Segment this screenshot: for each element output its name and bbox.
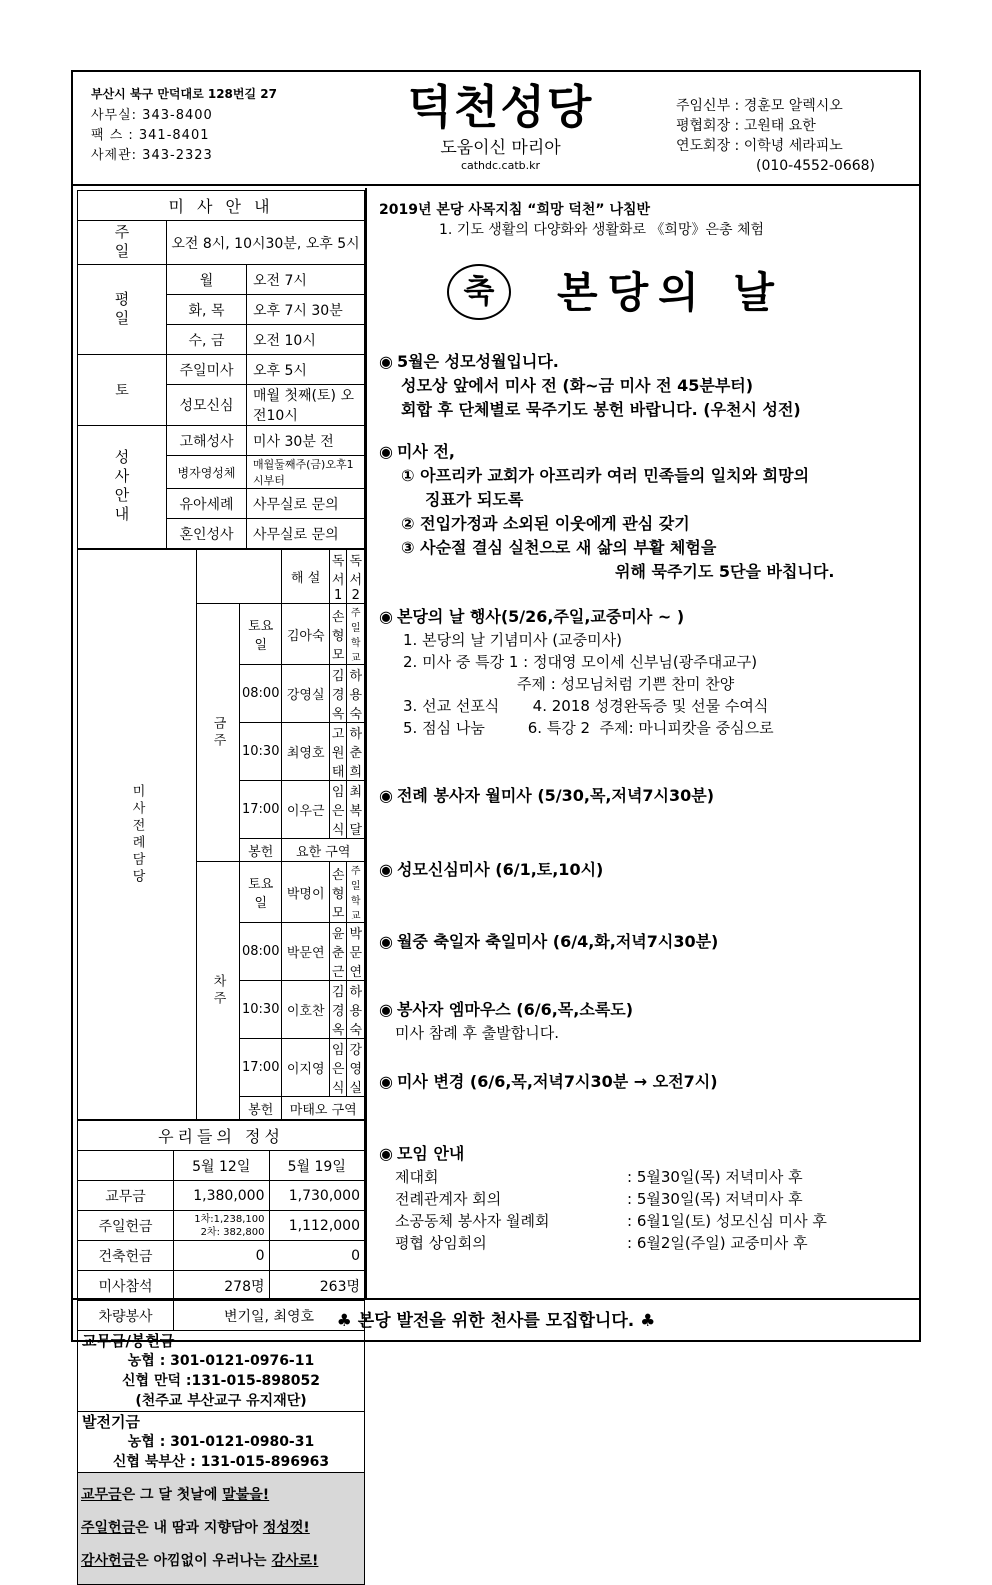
row-label: 미사참석 [78, 1271, 174, 1301]
title-block [398, 76, 603, 174]
weekday-day: 화, 목 [167, 295, 247, 325]
sat-day: 주일미사 [167, 355, 247, 385]
youth-head: 연도회장 : 이학녕 세라피노 [676, 138, 843, 154]
cell: 08:00 [240, 665, 282, 723]
bullet-icon: ◉ [379, 932, 393, 951]
bulletin-frame [71, 70, 921, 1569]
weekday-label: 평일 [78, 265, 167, 355]
cell: 토요일 [240, 862, 282, 923]
motto [379, 200, 915, 240]
event-1 [379, 784, 919, 808]
section-premass [379, 440, 919, 584]
officials [676, 96, 875, 176]
sunday-time: 오전 8시, 10시30분, 오후 5시 [167, 221, 365, 265]
meeting-row [379, 1232, 919, 1254]
mass-table [77, 190, 365, 549]
account-line: 농협 : 301-0121-0976-11 [127, 1353, 315, 1369]
weekday-time: 오전 7시 [247, 265, 365, 295]
big-title: 본당의 날 [557, 268, 784, 317]
cell: 이우근 [282, 781, 329, 839]
meeting-time: : 6월2일(주일) 교중미사 후 [627, 1234, 808, 1252]
cell: 마태오 구역 [282, 1097, 365, 1120]
amount: 1,112,000 [269, 1211, 365, 1241]
cell: 10:30 [240, 981, 282, 1039]
section-line: ② 전입가정과 소외된 이웃에게 관심 갖기 [401, 514, 690, 533]
meeting-name: 소공동체 봉사자 월례회 [395, 1212, 550, 1230]
meeting-name: 제대회 [395, 1168, 439, 1186]
celebration-seal-icon: 축 [447, 264, 511, 320]
sunday-label: 주일 [78, 221, 167, 265]
meeting-row [379, 1166, 919, 1188]
row-label: 주일헌금 [78, 1211, 174, 1241]
bullet-icon: ◉ [379, 1144, 393, 1163]
row-label: 교무금 [78, 1181, 174, 1211]
event-3 [379, 930, 919, 954]
cell: 17:00 [240, 781, 282, 839]
section-title: 5월은 성모성월입니다. [396, 352, 559, 371]
amount: 0 [269, 1241, 365, 1271]
bullet-icon: ◉ [379, 1072, 393, 1091]
fund-line: 신협 북부산 : 131-015-896963 [112, 1454, 330, 1470]
sacrament-desc: 사무실로 문의 [247, 519, 365, 549]
meeting-time: : 6월1일(토) 성모신심 미사 후 [627, 1212, 827, 1230]
section-title: 미사 변경 (6/6,목,저녁7시30분 → 오전7시) [396, 1072, 718, 1091]
header [73, 72, 919, 186]
motto-line: 2019년 본당 사목지침 “희망 덕천” 나침반 [379, 202, 651, 218]
slogan-3 [81, 1545, 361, 1578]
week1-label: 금주 [197, 604, 240, 862]
footer-banner: ♣ 본당 발전을 위한 천사를 모집합니다. ♣ [73, 1298, 919, 1342]
blank-cell [78, 1151, 174, 1181]
youth-phone: (010-4552-0668) [756, 158, 876, 174]
cell: 손형모 [329, 604, 347, 665]
account-info [77, 1331, 365, 1412]
weekday-time: 오후 7시 30분 [247, 295, 365, 325]
cell: 하용숙 [347, 981, 365, 1039]
fund-title: 발전기금 [82, 1413, 140, 1431]
section-line: 1. 본당의 날 기념미사 (교중미사) [403, 631, 622, 649]
row-label: 건축헌금 [78, 1241, 174, 1271]
slogans [77, 1473, 365, 1585]
sat-label: 토 [78, 355, 167, 426]
slogan-text: 은 아낌없이 우러나는 [135, 1553, 272, 1569]
weekday-day: 수, 금 [167, 325, 247, 355]
section-line: ① 아프리카 교회가 아프리카 여러 민족들의 일치와 희망의 [401, 466, 810, 485]
amount: 0 [174, 1241, 270, 1271]
liturgy-label: 미사전례담당 [78, 550, 197, 1120]
cell: 고원태 [329, 723, 347, 781]
event-2 [379, 858, 919, 882]
sacrament-desc: 사무실로 문의 [247, 489, 365, 519]
amount-1: 1차:1,238,100 [194, 1213, 265, 1225]
meeting-name: 전례관계자 회의 [395, 1190, 502, 1208]
cell: 봉헌 [240, 839, 282, 862]
amount: 278명 [174, 1271, 270, 1301]
section-line: 징표가 되도록 [425, 490, 524, 509]
cell: 17:00 [240, 1039, 282, 1097]
weekday-time: 오전 10시 [247, 325, 365, 355]
left-column [77, 190, 365, 1585]
week2-label: 차주 [197, 862, 240, 1120]
date-header: 5월 12일 [174, 1151, 270, 1181]
council-head: 평협회장 : 고원태 요한 [676, 118, 816, 134]
sat-time: 매월 첫째(토) 오전10시 [247, 385, 365, 426]
motto-sub: 1. 기도 생활의 다양화와 생활화로 《희망》은총 체험 [439, 222, 765, 238]
office-phone: 사무실: 343-8400 [91, 108, 213, 123]
section-title: 전례 봉사자 월미사 (5/30,목,저녁7시30분) [396, 786, 715, 805]
cell: 임은식 [329, 1039, 347, 1097]
sacrament-name: 혼인성사 [167, 519, 247, 549]
parking-names: 변기일, 최영호 [174, 1301, 365, 1331]
diag-cell [197, 550, 282, 604]
slogan-key: 정성껏! [262, 1520, 310, 1536]
cell: 최복달 [347, 781, 365, 839]
section-title: 봉사자 엠마우스 (6/6,목,소록도) [396, 1000, 634, 1019]
slogan-2 [81, 1512, 361, 1545]
cell: 토요일 [240, 604, 282, 665]
section-meetings [379, 1142, 919, 1254]
slogan-key: 감사로! [271, 1553, 319, 1569]
section-may [379, 350, 919, 422]
cell: 윤춘근 [329, 923, 347, 981]
weekday-day: 월 [167, 265, 247, 295]
rectory-phone: 사제관: 343-2323 [91, 148, 213, 163]
cell: 박문연 [347, 923, 365, 981]
cell: 요한 구역 [282, 839, 365, 862]
account-line: (천주교 부산교구 유지재단) [135, 1393, 307, 1409]
section-line: 미사 참례 후 출발합니다. [395, 1024, 559, 1042]
meeting-time: : 5월30일(목) 저녁미사 후 [627, 1168, 803, 1186]
cell: 봉헌 [240, 1097, 282, 1120]
address: 부산시 북구 만덕대로 128번길 27 [91, 87, 277, 101]
offering-title: 우리들의 정성 [78, 1121, 365, 1151]
section-line: 성모상 앞에서 미사 전 (화~금 미사 전 45분부터) [401, 376, 754, 395]
sat-day: 성모신심 [167, 385, 247, 426]
meeting-name: 평협 상임회의 [395, 1234, 487, 1252]
sacrament-name: 유아세례 [167, 489, 247, 519]
section-line: 5. 점심 나눔 6. 특강 2 주제: 마니피캇을 중심으로 [403, 719, 774, 737]
feast-title [379, 260, 915, 330]
bullet-icon: ◉ [379, 1000, 393, 1019]
section-line: 2. 미사 중 특강 1 : 정대영 모이세 신부님(광주대교구) [403, 653, 758, 671]
cell: 박명이 [282, 862, 329, 923]
cell: 강영실 [282, 665, 329, 723]
section-title: 성모신심미사 (6/1,토,10시) [396, 860, 604, 879]
amount: 263명 [269, 1271, 365, 1301]
sacrament-desc: 매월둘째주(금)오후1시부터 [247, 456, 365, 489]
liturgy-table [77, 549, 365, 1120]
fund-line: 농협 : 301-0121-0980-31 [127, 1434, 315, 1450]
bullet-icon: ◉ [379, 442, 393, 461]
col-header: 독서2 [347, 550, 365, 604]
cell: 강영실 [347, 1039, 365, 1097]
sacrament-name: 고해성사 [167, 426, 247, 456]
section-line: 3. 선교 선포식 4. 2018 성경완독증 및 선물 수여식 [403, 697, 769, 715]
section-title: 미사 전, [396, 442, 455, 461]
cell: 김경옥 [329, 981, 347, 1039]
cell: 08:00 [240, 923, 282, 981]
pastor: 주임신부 : 경훈모 알렉시오 [676, 98, 843, 114]
event-4 [379, 998, 919, 1044]
cell: 하용숙 [347, 665, 365, 723]
account-title: 교무금/봉헌금 [82, 1332, 175, 1350]
cell: 김아숙 [282, 604, 329, 665]
sat-time: 오후 5시 [247, 355, 365, 385]
slogan-text: 은 내 땀과 지향담아 [135, 1520, 263, 1536]
cell: 김경옥 [329, 665, 347, 723]
cell: 이호찬 [282, 981, 329, 1039]
contact-info [91, 84, 277, 166]
section-title: 본당의 날 행사(5/26,주일,교중미사 ~ ) [396, 607, 685, 626]
meeting-row [379, 1210, 919, 1232]
section-title: 월중 축일자 축일미사 (6/4,화,저녁7시30분) [396, 932, 719, 951]
meeting-row [379, 1188, 919, 1210]
bullet-icon: ◉ [379, 860, 393, 879]
bullet-icon: ◉ [379, 352, 393, 371]
bullet-icon: ◉ [379, 786, 393, 805]
fax: 팩 스 : 341-8401 [91, 128, 210, 143]
date-header: 5월 19일 [269, 1151, 365, 1181]
church-name: 덕천성당 [407, 80, 594, 134]
amount: 1,380,000 [174, 1181, 270, 1211]
account-line: 신협 만덕 :131-015-898052 [122, 1373, 320, 1389]
cell: 주일학교 [347, 604, 365, 665]
cell: 최영호 [282, 723, 329, 781]
meeting-time: : 5월30일(목) 저녁미사 후 [627, 1190, 803, 1208]
patron: 도움이신 마리아 [440, 138, 561, 158]
section-line: 회합 후 단체별로 묵주기도 봉헌 바랍니다. (우천시 성전) [401, 400, 801, 419]
cell: 주일학교 [347, 862, 365, 923]
cell: 10:30 [240, 723, 282, 781]
slogan-1 [81, 1479, 361, 1512]
amount-2: 2차: 382,800 [200, 1226, 265, 1238]
section-line: ③ 사순절 결심 실천으로 새 삶의 부활 체험을 [401, 538, 717, 557]
sacrament-name: 병자영성체 [167, 456, 247, 489]
fund-info [77, 1412, 365, 1473]
column-divider [365, 188, 367, 1298]
bullet-icon: ◉ [379, 607, 393, 626]
cell: 박문연 [282, 923, 329, 981]
parking-label: 차량봉사 [78, 1301, 174, 1331]
event-5 [379, 1070, 919, 1094]
col-header: 해 설 [282, 550, 329, 604]
cell: 이지영 [282, 1039, 329, 1097]
website: cathdc.catb.kr [460, 159, 541, 172]
slogan-key: 주일헌금 [81, 1520, 136, 1536]
slogan-key: 말불을! [222, 1487, 270, 1503]
section-title: 모임 안내 [396, 1144, 465, 1163]
sacrament-desc: 미사 30분 전 [247, 426, 365, 456]
cell: 임은식 [329, 781, 347, 839]
section-line: 위해 묵주기도 5단을 바칩니다. [615, 562, 835, 581]
sacrament-label: 성사안내 [78, 426, 167, 549]
cell: 손형모 [329, 862, 347, 923]
cell: 하춘희 [347, 723, 365, 781]
mass-title: 미 사 안 내 [78, 191, 365, 221]
amount: 1,730,000 [269, 1181, 365, 1211]
slogan-text: 은 그 달 첫날에 [121, 1487, 223, 1503]
col-header: 독서1 [329, 550, 347, 604]
slogan-key: 교무금 [81, 1487, 122, 1503]
section-parish-day [379, 605, 919, 739]
slogan-key: 감사헌금 [81, 1553, 136, 1569]
section-line: 주제 : 성모님처럼 기쁜 찬미 찬양 [517, 675, 735, 693]
